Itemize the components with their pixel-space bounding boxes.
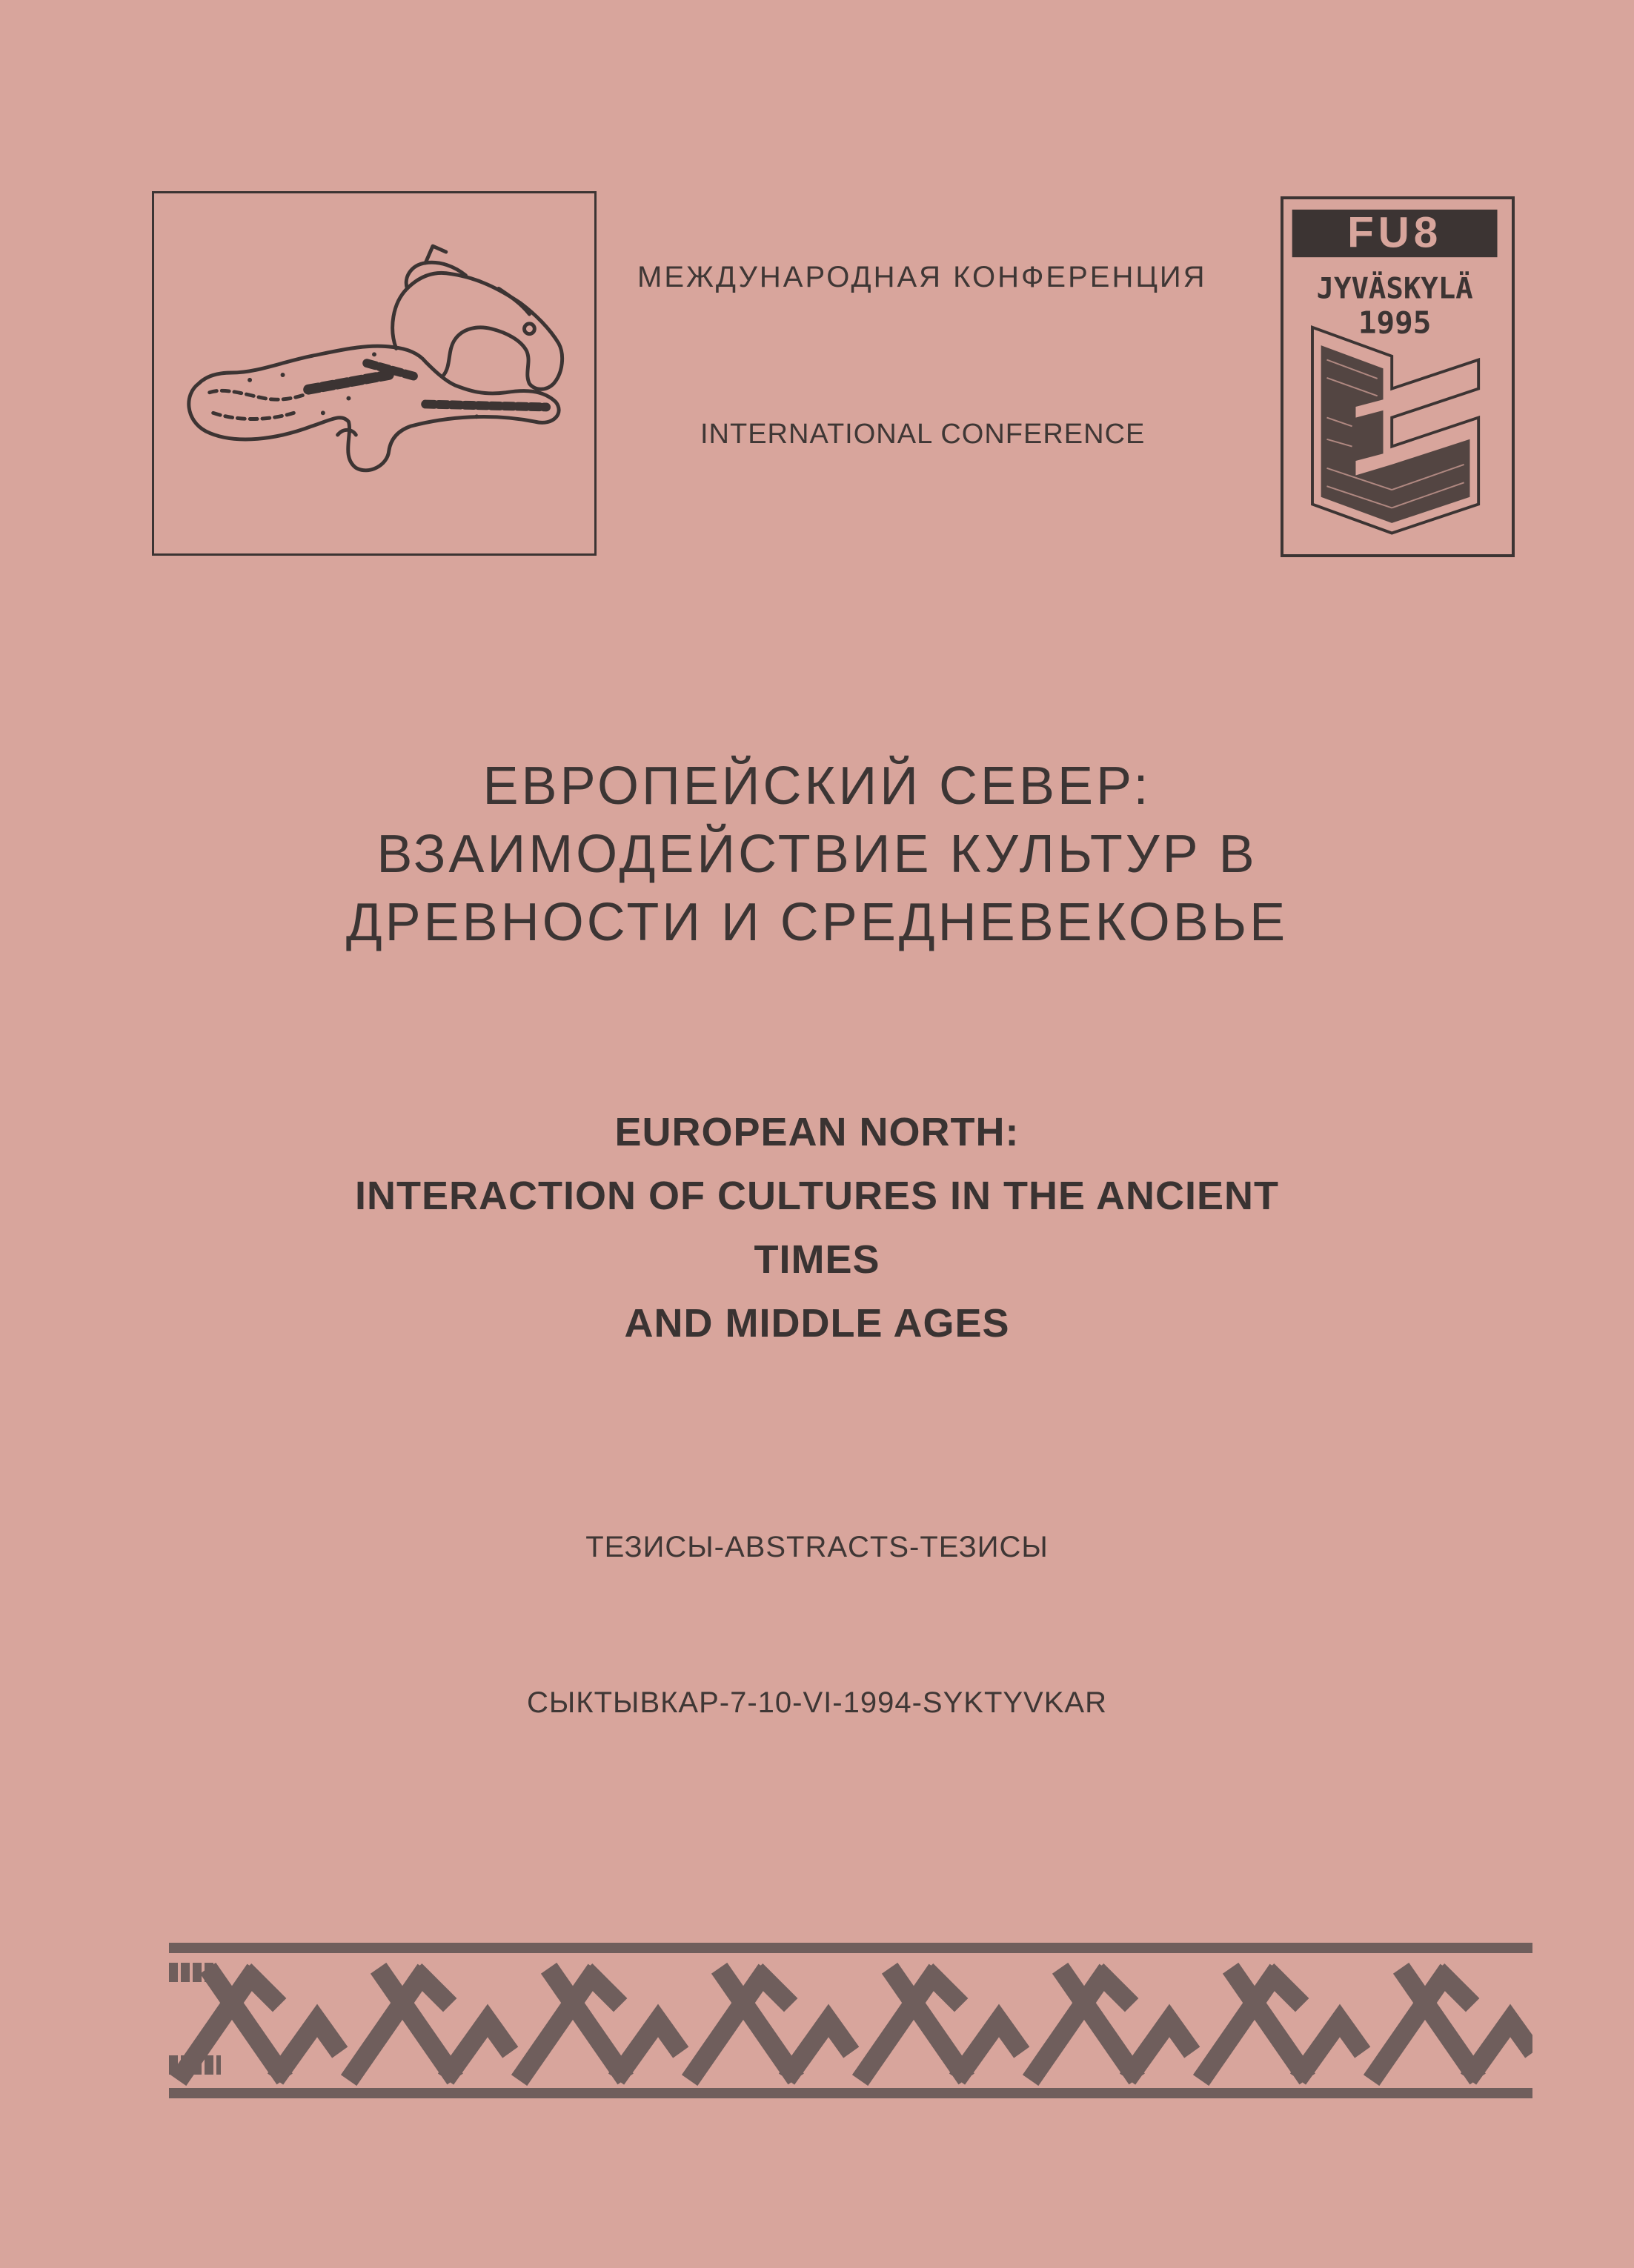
fu8-logo bbox=[1281, 196, 1515, 557]
title-russian bbox=[222, 752, 1412, 957]
conference-label-ru: МЕЖДУНАРОДНАЯ КОНФЕРЕНЦИЯ bbox=[637, 261, 1207, 293]
woven-zigzag-band-icon bbox=[169, 1943, 1532, 2098]
title-english bbox=[222, 1100, 1412, 1355]
title-en-line-4: AND MIDDLE AGES bbox=[624, 1301, 1010, 1346]
ornament-motif bbox=[695, 1976, 847, 2072]
logo-city: JYVÄSKYLÄ bbox=[1316, 272, 1473, 306]
title-ru-line-2: ВЗАИМОДЕЙСТВИЕ КУЛЬТУР В bbox=[376, 825, 1258, 884]
title-en-line-3: TIMES bbox=[754, 1237, 880, 1282]
fu8-e-emblem-icon bbox=[1283, 199, 1512, 554]
abstracts-label: ТЕЗИСЫ-ABSTRACTS-ТЕЗИСЫ bbox=[585, 1531, 1049, 1563]
ornament-motif bbox=[1206, 1976, 1358, 2072]
ornament-motif bbox=[1377, 1976, 1529, 2072]
woven-ornament-band bbox=[169, 1943, 1532, 2098]
logo-year: 1995 bbox=[1358, 305, 1432, 341]
ornament-motif bbox=[525, 1976, 677, 2072]
ornament-motif bbox=[866, 1976, 1017, 2072]
place-date-line: СЫКТЫВКАР-7-10-VI-1994-SYKTYVKAR bbox=[527, 1686, 1107, 1719]
title-ru-line-1: ЕВРОПЕЙСКИЙ СЕВЕР: bbox=[482, 756, 1152, 816]
ornament-motif bbox=[354, 1976, 506, 2072]
conference-label-en: INTERNATIONAL CONFERENCE bbox=[700, 419, 1146, 450]
title-en-line-2: INTERACTION OF CULTURES IN THE ANCIENT bbox=[355, 1174, 1279, 1218]
artifact-drawing-frame bbox=[152, 191, 597, 556]
bird-pendant-drawing-icon bbox=[154, 193, 594, 553]
title-en-line-1: EUROPEAN NORTH: bbox=[614, 1110, 1020, 1154]
title-ru-line-3: ДРЕВНОСТИ И СРЕДНЕВЕКОВЬЕ bbox=[345, 893, 1289, 952]
logo-top-text: FU8 bbox=[1347, 208, 1443, 257]
ornament-motif bbox=[1036, 1976, 1188, 2072]
